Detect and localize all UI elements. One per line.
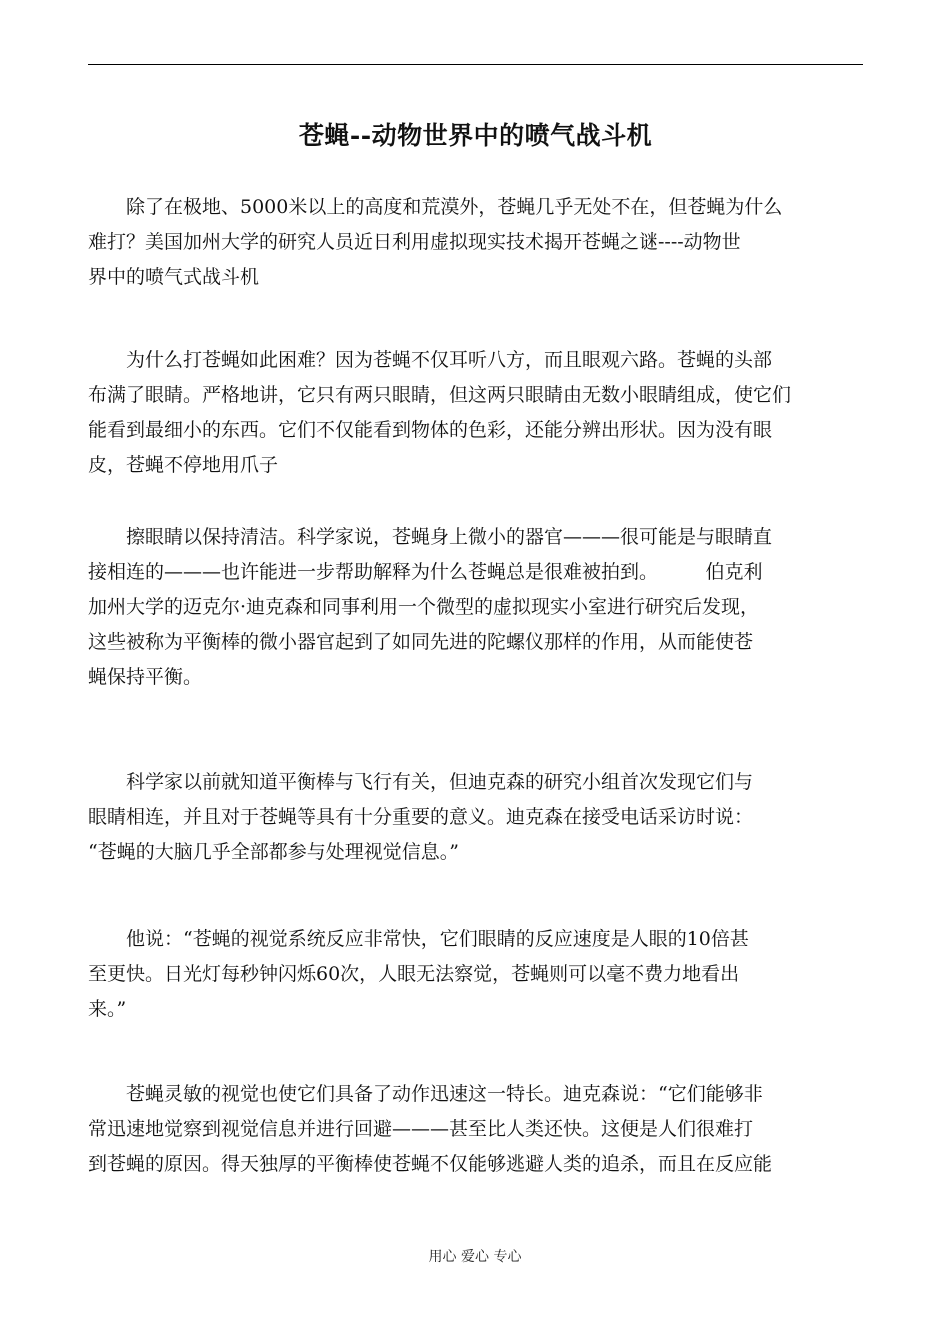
paragraph-1 bbox=[88, 190, 863, 295]
text-line: 苍蝇灵敏的视觉也使它们具备了动作迅速这一特长。迪克森说：“它们能够非 bbox=[88, 1083, 763, 1105]
text-line: 眼睛相连，并且对于苍蝇等具有十分重要的意义。迪克森在接受电话采访时说： bbox=[88, 806, 754, 828]
page-footer: 用心 爱心 专心 bbox=[428, 1249, 522, 1265]
document-title: 苍蝇--动物世界中的喷气战斗机 bbox=[298, 121, 653, 150]
text-line: 科学家以前就知道平衡棒与飞行有关，但迪克森的研究小组首次发现它们与 bbox=[88, 771, 754, 793]
text-line: 界中的喷气式战斗机 bbox=[88, 266, 260, 288]
header-rule bbox=[88, 64, 863, 65]
text-line: 到苍蝇的原因。得天独厚的平衡棒使苍蝇不仅能够逃避人类的追杀，而且在反应能 bbox=[88, 1153, 773, 1175]
text-line: 来。” bbox=[88, 998, 127, 1020]
text-line: 皮，苍蝇不停地用爪子 bbox=[88, 454, 279, 476]
text-line: 除了在极地、5000米以上的高度和荒漠外，苍蝇几乎无处不在，但苍蝇为什么 bbox=[88, 196, 783, 218]
text-line: 他说：“苍蝇的视觉系统反应非常快，它们眼睛的反应速度是人眼的10倍甚 bbox=[88, 928, 749, 950]
text-line: 擦眼睛以保持清洁。科学家说，苍蝇身上微小的器官———很可能是与眼睛直 bbox=[88, 526, 773, 548]
text-line: 能看到最细小的东西。它们不仅能看到物体的色彩，还能分辨出形状。因为没有眼 bbox=[88, 419, 773, 441]
text-line: 常迅速地觉察到视觉信息并进行回避———甚至比人类还快。这便是人们很难打 bbox=[88, 1118, 754, 1140]
text-line: 蝇保持平衡。 bbox=[88, 666, 203, 688]
text-line: 为什么打苍蝇如此困难？因为苍蝇不仅耳听八方，而且眼观六路。苍蝇的头部 bbox=[88, 349, 773, 371]
paragraph-5 bbox=[88, 922, 863, 1027]
text-line: 至更快。日光灯每秒钟闪烁60次，人眼无法察觉，苍蝇则可以毫不费力地看出 bbox=[88, 963, 740, 985]
text-line: 这些被称为平衡棒的微小器官起到了如同先进的陀螺仪那样的作用，从而能使苍 bbox=[88, 631, 754, 653]
text-line: 难打？美国加州大学的研究人员近日利用虚拟现实技术揭开苍蝇之谜----动物世 bbox=[88, 231, 741, 253]
paragraph-4 bbox=[88, 765, 863, 870]
text-line: “苍蝇的大脑几乎全部都参与处理视觉信息。” bbox=[88, 841, 459, 863]
paragraph-3 bbox=[88, 520, 863, 695]
paragraph-6 bbox=[88, 1077, 863, 1182]
text-line: 加州大学的迈克尔·迪克森和同事利用一个微型的虚拟现实小室进行研究后发现， bbox=[88, 596, 760, 618]
text-line: 布满了眼睛。严格地讲，它只有两只眼睛，但这两只眼睛由无数小眼睛组成，使它们 bbox=[88, 384, 792, 406]
text-line: 接相连的———也许能进一步帮助解释为什么苍蝇总是很难被拍到。 伯克利 bbox=[88, 561, 763, 583]
paragraph-2 bbox=[88, 343, 863, 483]
